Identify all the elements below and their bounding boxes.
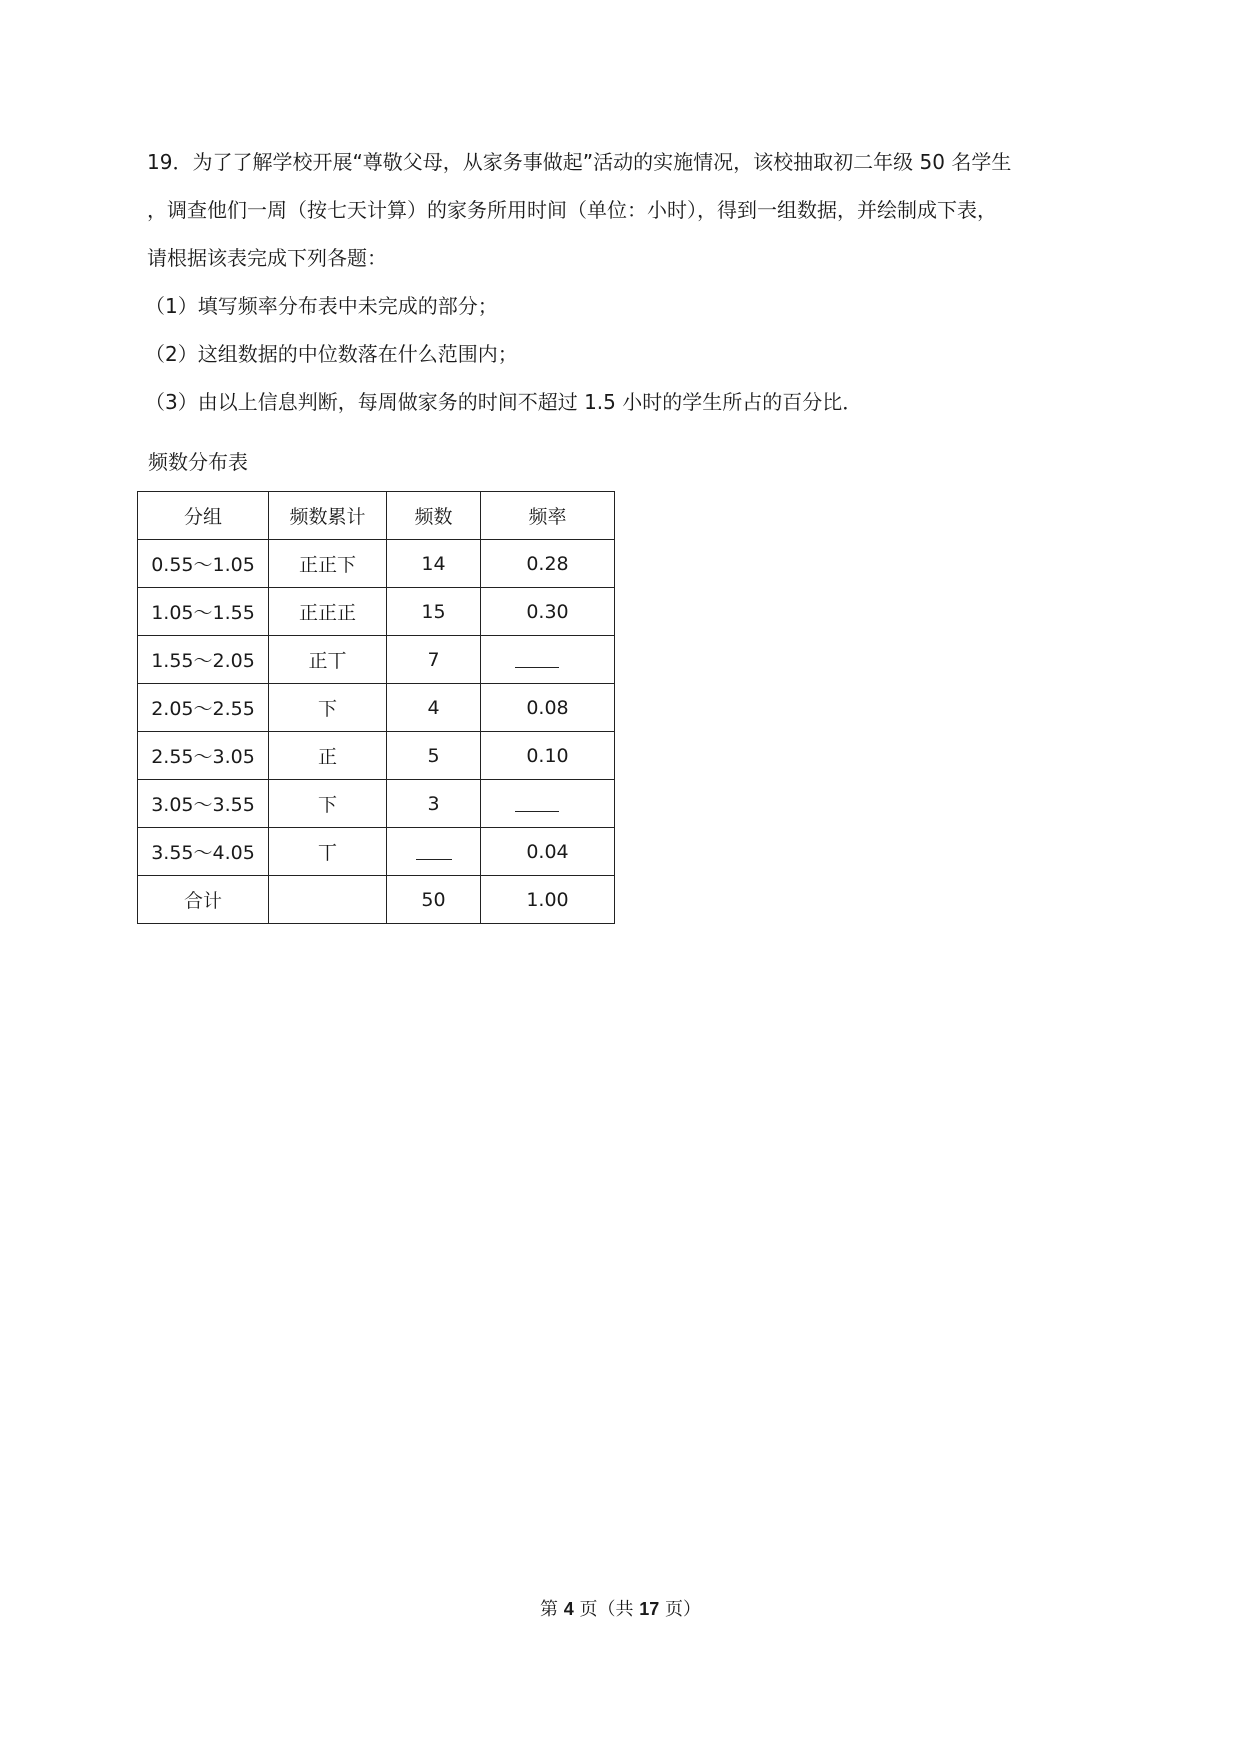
header-rate: 频率 bbox=[481, 492, 615, 540]
cell-tally: 正 bbox=[269, 732, 387, 780]
footer-page-number: 4 bbox=[563, 1599, 574, 1619]
cell-tally: 下 bbox=[269, 780, 387, 828]
cell-tally: 下 bbox=[269, 684, 387, 732]
cell-tally: 正正下 bbox=[269, 540, 387, 588]
cell-rate: 0.10 bbox=[481, 732, 615, 780]
cell-rate: 0.04 bbox=[481, 828, 615, 876]
page-footer bbox=[0, 1595, 1241, 1621]
cell-group: 3.05～3.55 bbox=[138, 780, 269, 828]
cell-count: 5 bbox=[387, 732, 481, 780]
cell-rate: 0.30 bbox=[481, 588, 615, 636]
cell-tally: 正丅 bbox=[269, 636, 387, 684]
cell-rate-blank bbox=[481, 636, 615, 684]
table-row bbox=[138, 684, 615, 732]
cell-total-label: 合计 bbox=[138, 876, 269, 924]
question-line-3: 请根据该表完成下列各题： bbox=[147, 246, 387, 270]
question-line-2: ，调查他们一周（按七天计算）的家务所用时间（单位：小时），得到一组数据，并绘制成下表， bbox=[147, 198, 997, 222]
table-row bbox=[138, 732, 615, 780]
answer-blank bbox=[416, 845, 452, 860]
cell-group: 1.55～2.05 bbox=[138, 636, 269, 684]
cell-group: 2.05～2.55 bbox=[138, 684, 269, 732]
question-block bbox=[147, 150, 1107, 438]
cell-total-tally bbox=[269, 876, 387, 924]
table-row bbox=[138, 540, 615, 588]
footer-total-pages: 17 bbox=[639, 1599, 660, 1619]
cell-rate-blank bbox=[481, 780, 615, 828]
table-header-row bbox=[138, 492, 615, 540]
table-title: 频数分布表 bbox=[148, 450, 248, 474]
frequency-table bbox=[137, 491, 615, 924]
table-total-row bbox=[138, 876, 615, 924]
cell-total-count: 50 bbox=[387, 876, 481, 924]
cell-rate: 0.28 bbox=[481, 540, 615, 588]
cell-group: 3.55～4.05 bbox=[138, 828, 269, 876]
table-row bbox=[138, 780, 615, 828]
cell-tally: 丅 bbox=[269, 828, 387, 876]
answer-blank bbox=[515, 653, 559, 668]
footer-prefix: 第 bbox=[540, 1599, 558, 1620]
header-group: 分组 bbox=[138, 492, 269, 540]
cell-group: 0.55～1.05 bbox=[138, 540, 269, 588]
sub-question-3: （3）由以上信息判断，每周做家务的时间不超过 1.5 小时的学生所占的百分比． bbox=[145, 390, 863, 414]
table-row bbox=[138, 828, 615, 876]
sub-question-2: （2）这组数据的中位数落在什么范围内； bbox=[145, 342, 518, 366]
sub-question-1: （1）填写频率分布表中未完成的部分； bbox=[145, 294, 498, 318]
question-line-1: 19．为了了解学校开展“尊敬父母，从家务事做起”活动的实施情况，该校抽取初二年级 50 名学生 bbox=[147, 150, 1012, 174]
cell-rate: 0.08 bbox=[481, 684, 615, 732]
cell-count: 7 bbox=[387, 636, 481, 684]
cell-tally: 正正正 bbox=[269, 588, 387, 636]
table-row bbox=[138, 588, 615, 636]
cell-count: 4 bbox=[387, 684, 481, 732]
answer-blank bbox=[515, 797, 559, 812]
cell-group: 1.05～1.55 bbox=[138, 588, 269, 636]
table-row bbox=[138, 636, 615, 684]
cell-count: 14 bbox=[387, 540, 481, 588]
header-count: 频数 bbox=[387, 492, 481, 540]
cell-count-blank bbox=[387, 828, 481, 876]
cell-group: 2.55～3.05 bbox=[138, 732, 269, 780]
cell-count: 3 bbox=[387, 780, 481, 828]
footer-middle: 页（共 bbox=[579, 1599, 634, 1620]
cell-total-rate: 1.00 bbox=[481, 876, 615, 924]
header-tally: 频数累计 bbox=[269, 492, 387, 540]
cell-count: 15 bbox=[387, 588, 481, 636]
footer-suffix: 页） bbox=[664, 1599, 701, 1620]
